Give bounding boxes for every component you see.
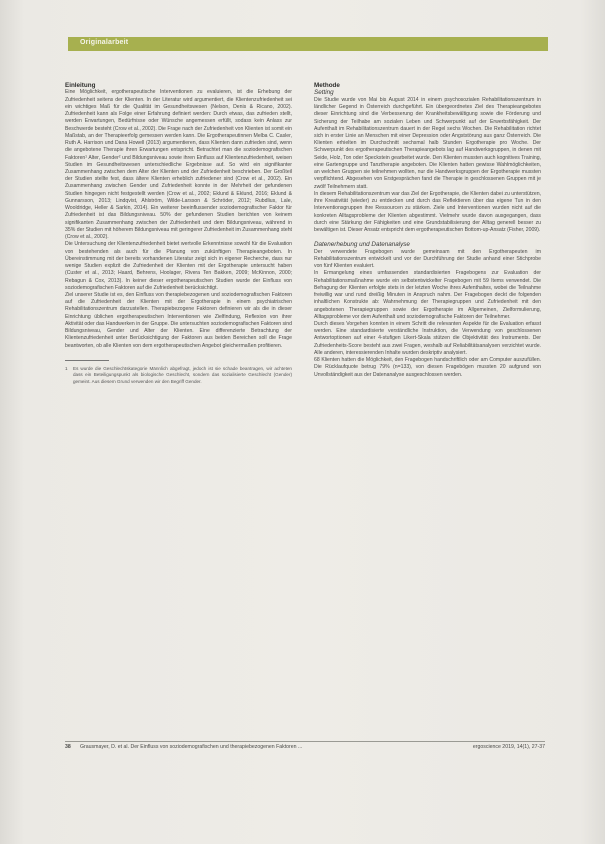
data-paragraph-2: In Ermangelung eines umfassenden standardisierten Fragebogens zur Evaluation der Rehabilitationsmaßnahme wurde ein selbstentwickelter Fragebogen mit 59 Items verwendet. Die Befragung der Klienten erfolgte stets in der letzten Woche ihres Aufenthaltes, wobei die Teilnahme freiwillig war und rund dreißig Minuten in Anspruch nahm. Der Fragebogen deckt die folgenden inhaltlichen Konstrukte ab: Wahrnehmung der Therapiegruppen und Zufriedenheit mit den angebotenen Therapiegruppen sowie der Ergotherapie im Allgemeinen, Zielformulierung, Alltagsprobleme vor dem Aufenthalt und soziodemografische Faktoren der Teilnehmer. (314, 270, 541, 320)
section-label: Originalarbeit (80, 39, 129, 46)
data-collection-subheading: Datenerhebung und Datenanalyse (314, 241, 410, 249)
right-column (314, 82, 541, 379)
intro-paragraph-1: Eine Möglichkeit, ergotherapeutische Interventionen zu evaluieren, ist die Erhebung der Zufriedenheit seitens der Klienten. In der Literatur wird argumentiert, die Klientenzufriedenheit sei ein wichtiges Maß für die Qualität im Gesundheitswesen (Nelson, Denis & Ricano, 2002). Zufriedenheit kann als Folge einer Erfahrung definiert werden: Durch etwas, das zufrieden stellt, werden Erwartungen, Bedürfnisse oder Wünsche angemessen erfüllt, sodass kein Anlass zur Beschwerde besteht (Crow et al., 2002). Die Frage nach der Zufriedenheit von Klienten ist somit ein Maßstab, an der Therapieerfolg gemessen werden kann. Die Ergotherapeutinnen Melba C. Casler, Ruth A. Harrison und Dana Howell (2013) argumentieren, dass Klienten dann zufrieden sind, wenn die angebotene Therapie ihren Erwartungen entspricht. Betrachtet man die soziodemografischen Faktoren¹ Alter, Gender² und Bildungsniveau sowie ihren Einfluss auf Klientenzufriedenheit, weisen Studien im Gesundheitswesen unterschiedliche Ergebnisse auf. So wird ein signifikanter Zusammenhang zwischen dem Alter der Klienten und der Zufriedenheit beschrieben. Der Großteil der Studien stellte fest, dass ältere Klienten erheblich zufriedener sind (Crow et al., 2002). Ein Zusammenhang zwischen Gender und Zufriedenheit konnte in der Mehrheit der gefundenen Studien hingegen nicht festgestellt werden (Crow et al., 2002; Eklund & Eklund, 2016; Eklund & Gunnarsson, 2013; Lindqvist, Ahlström, Wilde-Larsson & Schröder, 2012; Rubdlius, Lale, Wooldridge, Heller & Sarkin, 2014). Ein weiterer beeinflussender soziodemografischer Faktor für Zufriedenheit ist das Bildungsniveau. 50% der gefundenen Studien berichten von keinem signifikanten Zusammenhang zwischen der Zufriedenheit und dem Bildungsniveau, während in 35% der Studien mit höherem Bildungsniveau mit geringerer Zufriedenheit im Zusammenhang steht (Crow et al., 2002). (65, 89, 292, 241)
footnote-text: Es wurde die Geschlechtskategorie Männlich abgefragt, jedoch ist sie schade beantragen, wir achteten dass ein Beteiligungspunkt als biologische Geschlecht, sondern das sozialisierte Geschlecht (Gender) gemeint. Aus diesem Grund verwenden wir den Begriff Gender. (73, 365, 292, 384)
journal-reference: ergoscience 2019, 14(1), 27-37 (472, 744, 545, 750)
page-number: 38 (65, 744, 71, 750)
running-citation: Grausmayer, D. et al. Der Einfluss von soziodemografischen und therapiebezogenen Faktoren ... (80, 744, 303, 750)
left-column (65, 82, 292, 385)
footnote-number: 1 (65, 365, 68, 371)
introduction-heading: Einleitung (65, 82, 96, 89)
intro-paragraph-2: Die Untersuchung der Klientenzufriedenheit bietet wertvolle Erkenntnisse sowohl für die Evaluation von bestehenden als auch für die Planung von zukünftigen Therapieangeboten. In Übereinstimmung mit der bereits vorhandenen Literatur zeigt sich in eigener Recherche, dass nur wenige Studien explizit die Zufriedenheit der Klienten mit der Ergotherapie untersucht haben (Custer et al., 2013; Haard, Behrens, Hoolager, Rivera Ten Bakken, 2009; McKinnon, 2000; Rebagun & Cox, 2013). In keiner dieser ergotherapeutischen Studien wurde der Einfluss von soziodemografischen Faktoren auf die Zufriedenheit berücksichtigt. (65, 241, 292, 291)
intro-paragraph-3: Ziel unserer Studie ist es, den Einfluss von therapiebezogenen und soziodemografischen Faktoren auf die Zufriedenheit der Klienten mit der Ergotherapie in einem psychiatrischen Rehabilitationszentrum darzustellen. Therapiebezogene Faktoren definieren wir als die in dieser Einrichtung üblichen ergotherapeutischen Interventionen wie Zielfindung, Reflexion von ihrer Aktivität oder das Handwerken in der Gruppe. Die untersuchten soziodemografischen Faktoren sind Bildungsniveau, Gender und Alter der Klienten. Eine differenzierte Betrachtung der Klientenzufriedenheit unter Berücksichtigung der Faktoren aus beiden Bereichen soll die Frage beantworten, ob alle Klienten von dem ergotherapeutischen Angebot gleichermaßen profitieren. (65, 291, 292, 349)
footnote-divider (65, 360, 109, 361)
methods-heading: Methode (314, 82, 340, 89)
footnote (65, 366, 292, 385)
data-paragraph-3: Durch dieses Vorgehen konnten in einem Schritt die relevanten Aspekte für die Evaluation erfasst werden. Eine standardisierte verständliche Instruktion, die Verwendung von geschlossenen Antwortoptionen auf einer 4-stufigen Likert-Skala stützen die Objektivität des Instruments. Der Zufriedenheits-Score besteht aus zwei Fragen, weshalb auf Reliabilitätsanalysen verzichtet wurde. Alle anderen, interessierenden Inhalte wurden deskriptiv analysiert. (314, 321, 541, 356)
setting-subheading: Setting (314, 89, 334, 97)
data-paragraph-1: Der verwendete Fragebogen wurde gemeinsam mit den Ergotherapeuten im Rehabilitationszentrum entwickelt und vor der Durchführung der Studie anhand einer Stichprobe von fünf Klienten evaluiert. (314, 248, 541, 270)
section-header-bar (68, 37, 548, 51)
footer-divider (65, 741, 545, 742)
setting-paragraph-2: In diesem Rehabilitationszentrum war das Ziel der Ergotherapie, die Klienten dabei zu unterstützen, ihre Kreativität (wieder) zu entdecken und durch das Reflektieren über das eigene Tun in den Interventionsgruppen ihre Ressourcen zu stärken. Ziele und Interventionen wurden nicht auf die konkreten Alltagsprobleme der Klienten abgestimmt. Vielmehr wurde davon ausgegangen, dass durch eine Stärkung der Fähigkeiten und eine Grundstabilisierung der Alltag generell besser zu bewältigen ist. Dieser Ansatz entspricht dem ergotherapeutischen Bottom-up-Ansatz (Fisher, 2009). (314, 190, 541, 234)
data-paragraph-4: 68 Klienten hatten die Möglichkeit, den Fragebogen handschriftlich oder am Computer auszufüllen. Die Rücklaufquote betrug 79% (n=133), von diesen Fragebögen mussten 20 aufgrund von Unvollständigkeit aus der Datenanalyse ausgeschlossen werden. (314, 357, 541, 378)
setting-paragraph-1: Die Studie wurde von Mai bis August 2014 in einem psychosozialen Rehabilitationszentrum in ländlicher Gegend in Österreich durchgeführt. Ein übergeordnetes Ziel des Therapieangebotes dieser Einrichtung sind die Verbesserung der Krankheitsbewältigung sowie die Förderung und Sicherung der Teilhabe am sozialen Leben und Schwerpunkt auf der Erwerbsfähigkeit. Der Aufenthalt im Rehabilitationszentrum dauert in der Regel sechs Wochen. Die Rehabilitation richtet sich in erster Linie an Menschen mit einer Depression oder Angststörung aus ganz Österreich. Die Klienten erhielten im Durchschnitt sechsmal halb Stunden Ergotherapie pro Woche. Der Schwerpunkt des ergotherapeutischen Therapieangebots lag auf Handwerksgruppen, in denen mit Seide, Holz, Ton oder Speckstein gearbeitet wurde. Den Klienten mussten auch kognitives Training, eine Gartengruppe und Tanztherapie angeboten. Die Klienten hatten gewisse Wahlmöglichkeiten, an welchen Gruppen sie teilnehmen wollten, nur die Handwerksgruppen der Ergotherapie mussten verpflichtend. Abgesehen von Erstgesprächen fand die Therapie in geschlossenen Gruppen mit je zwölf Teilnehmern statt. (314, 96, 541, 190)
section-gap (314, 234, 541, 241)
